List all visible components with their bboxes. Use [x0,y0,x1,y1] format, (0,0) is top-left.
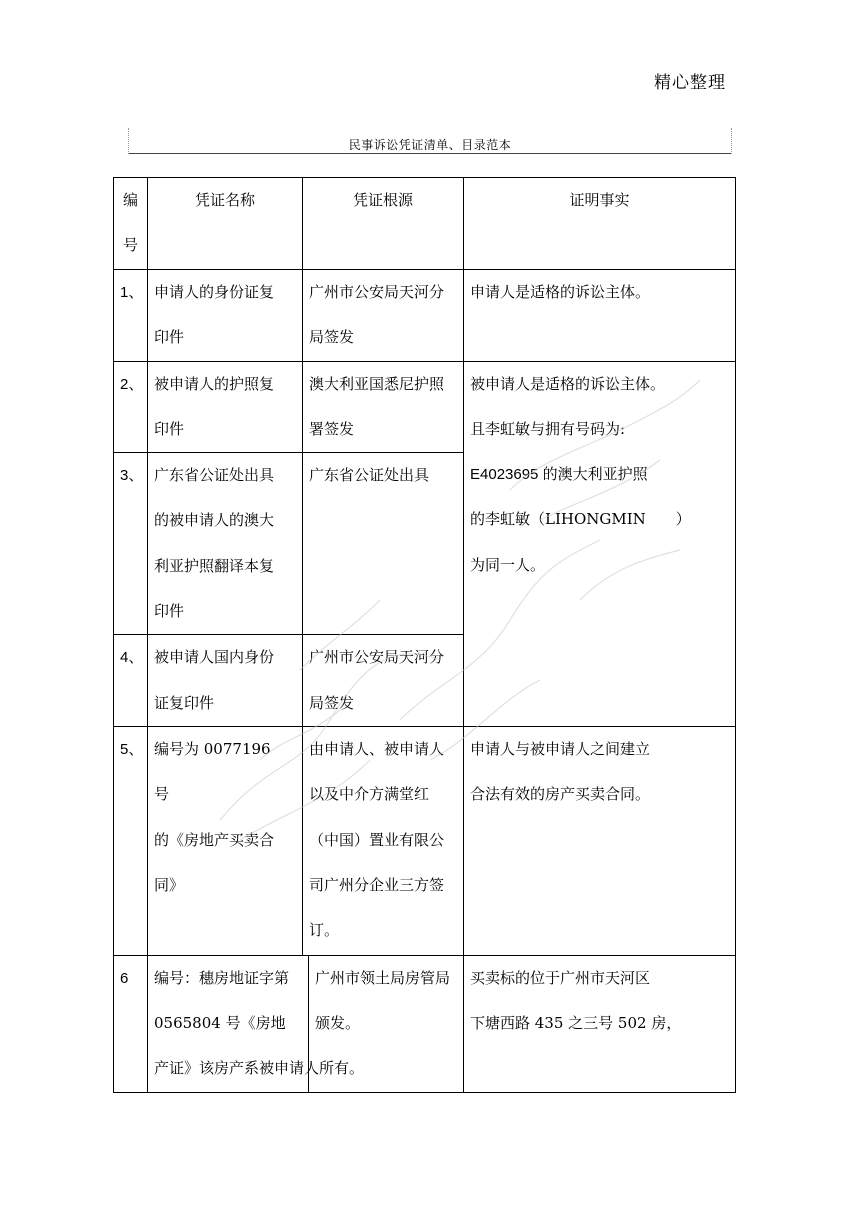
evidence-name-cell [148,361,303,453]
evidence-name-cell [148,635,303,727]
proven-fact-line: 的李虹敏（LIHONGMIN ） [470,510,691,529]
row-number: 2、 [114,361,148,453]
evidence-name-line: 印件 [154,419,185,438]
proven-fact-line: E4023695 的澳大利亚护照 [470,466,648,484]
evidence-source-line: 颁发。 [315,1014,361,1033]
evidence-name-line: 被申请人国内身份 [154,648,275,667]
document-title: 民事诉讼凭证清单、目录范本 [348,138,512,152]
proven-fact-line: 为同一人。 [470,555,546,574]
document-title-bar [128,128,732,154]
proven-fact-line: 下塘西路 435 之三号 502 房， [470,1014,682,1033]
evidence-source-line: 广州市公安局天河分 [309,648,445,667]
proven-fact-cell [464,955,736,1092]
evidence-name-cell [148,269,303,361]
evidence-name-cell [148,726,303,955]
evidence-name-line: 利亚护照翻译本复 [154,556,275,575]
header-number [114,178,148,270]
evidence-name-line: 的《房地产买卖合 [154,830,275,849]
evidence-source-line: （中国）置业有限公 [309,830,445,849]
evidence-name-line: 编号：穗房地证字第 [154,968,290,987]
evidence-name-line: 广东省公证处出具 [154,466,275,485]
proven-fact-line: 申请人与被申请人之间建立 [470,739,651,758]
row-number: 4、 [114,635,148,727]
evidence-name-line: 印件 [154,327,185,346]
evidence-name-line: 同》 [154,875,185,894]
evidence-table [113,177,736,1093]
proven-fact-line: 被申请人是适格的诉讼主体。 [470,374,666,393]
evidence-source-cell [303,361,464,453]
evidence-name-line: 证复印件 [154,693,215,712]
evidence-name-line: 0565804 号《房地 [154,1014,286,1033]
evidence-source-line: 司广州分企业三方签 [309,875,445,894]
evidence-name-line: 的被申请人的澳大 [154,511,275,530]
proven-fact-line: 买卖标的位于广州市天河区 [470,968,651,987]
evidence-source-cell [303,269,464,361]
evidence-source-line: 局签发 [309,693,355,712]
proven-fact-line: 且李虹敏与拥有号码为: [470,419,626,438]
header-proven-fact: 证明事实 [464,178,736,270]
row-number: 1、 [114,269,148,361]
proven-fact-cell [464,269,736,361]
evidence-source-line: 署签发 [309,419,355,438]
table-row [114,726,736,955]
evidence-name-line: 编号为 0077196 号 [154,739,286,804]
proven-fact-cell [464,726,736,955]
title-rule [129,153,731,154]
proven-fact-line: 申请人是适格的诉讼主体。 [470,282,651,301]
table-header-row [114,178,736,270]
proven-fact-cell [464,361,736,726]
table-row [114,955,736,1092]
evidence-source-line: 由申请人、被申请人 [309,739,445,758]
evidence-source-line: 订。 [309,921,340,940]
header-number-line1: 编 [122,191,138,209]
header-number-line2: 号 [122,236,138,255]
header-evidence-source: 凭证根源 [303,178,464,270]
header-note: 精心整理 [654,73,726,93]
evidence-name-line: 产证》该房产系被申请人所有。 [154,1058,365,1077]
evidence-source-cell [303,453,464,635]
evidence-name-cell [148,955,464,1092]
evidence-source-cell [303,726,464,955]
proven-fact-line: 合法有效的房产买卖合同。 [470,785,651,804]
row-number: 3、 [114,453,148,635]
evidence-source-line: 局签发 [309,327,355,346]
evidence-source-line: 广州市公安局天河分 [309,282,445,301]
evidence-source-cell [303,635,464,727]
table-row [114,269,736,361]
row-number: 6 [114,955,148,1092]
header-evidence-name: 凭证名称 [148,178,303,270]
evidence-source-line: 以及中介方满堂红 [309,785,430,804]
evidence-name-cell [148,453,303,635]
evidence-source-line: 广州市领土局房管局 [315,968,451,987]
evidence-name-line: 被申请人的护照复 [154,374,275,393]
evidence-source-line: 广东省公证处出具 [309,466,430,485]
evidence-name-line: 申请人的身份证复 [154,282,275,301]
evidence-source-line: 澳大利亚国悉尼护照 [309,374,445,393]
table-row [114,361,736,453]
evidence-name-line: 印件 [154,602,185,621]
row-number: 5、 [114,726,148,955]
